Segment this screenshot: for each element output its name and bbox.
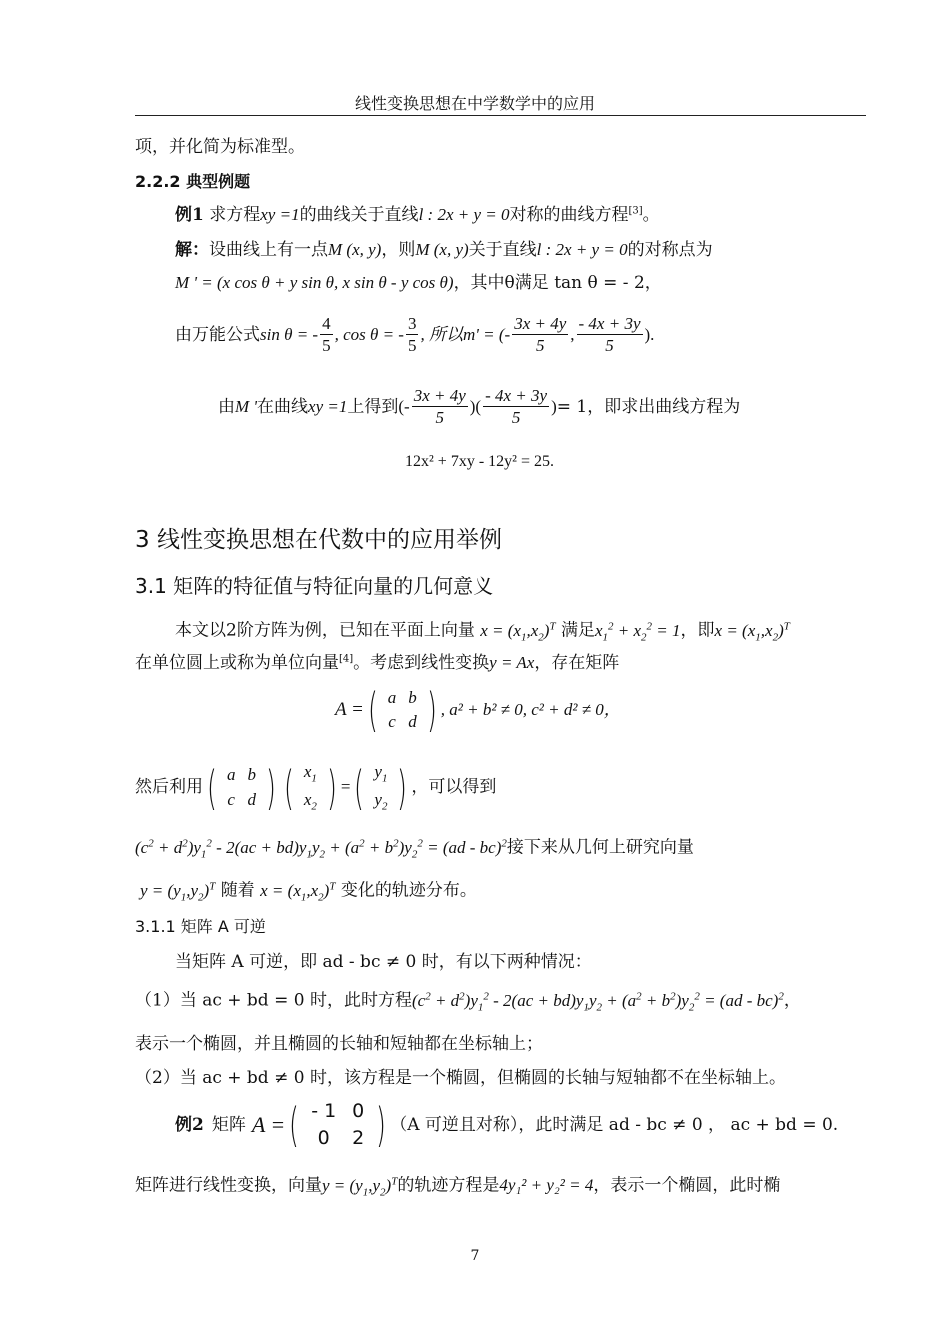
- text: ，其中θ满足 tan θ = - 2，: [453, 273, 662, 293]
- paragraph-line: [140, 880, 477, 904]
- case-1-line: [135, 990, 801, 1014]
- text: = 1，即求出曲线方程为: [556, 396, 741, 417]
- running-header: 线性变换思想在中学数学中的应用: [354, 94, 595, 113]
- page-number: 7: [470, 1248, 480, 1264]
- equation: $x_1^2 + x_2^2 = 1$: [594, 620, 681, 644]
- text: 。: [642, 205, 660, 225]
- text: ，可以得到: [411, 777, 497, 798]
- equation: M (x, y): [328, 240, 382, 259]
- text: ，存在矩阵: [534, 653, 620, 673]
- text: 变化的轨迹分布。: [340, 880, 477, 901]
- equation: 4y₁² + y₂² = 4: [499, 1175, 594, 1195]
- example-label: 例2: [175, 1114, 204, 1135]
- equation: M ' = (x cos θ + y sin θ, x sin θ - y cos θ): [175, 273, 454, 292]
- text: 随着: [220, 880, 255, 901]
- text: 的对称点为: [627, 240, 713, 260]
- matrix-equation: A = ( a b c d ) , a² + b² ≠ 0, c² + d² ≠ 0，: [335, 683, 621, 738]
- citation: [3]: [628, 205, 643, 217]
- text: 接下来从几何上研究向量: [506, 837, 694, 858]
- header-rule: [135, 115, 866, 116]
- text: ，即: [680, 620, 715, 641]
- fraction: $\frac{3}{5}$: [407, 314, 417, 356]
- text: 。考虑到线性变换: [353, 653, 490, 673]
- equation: $x = (x_1,x_2)^T$: [260, 880, 336, 904]
- solution-label: 解：: [175, 240, 209, 260]
- text: （A 可逆且对称），此时满足 ad - bc ≠ 0 ， ac + bd = 0.: [390, 1114, 839, 1135]
- subsubsection-heading: 3.1.1 矩阵 A 可逆: [135, 917, 266, 936]
- text: 在曲线: [257, 396, 309, 417]
- text: （1）当 ac + bd = 0 时，此时方程: [135, 990, 412, 1011]
- fraction: $\frac{- 4x + 3y}{5}$: [578, 314, 641, 356]
- case-2-line: （2）当 ac + bd ≠ 0 时，该方程是一个椭圆，但椭圆的长轴与短轴都不在坐标轴上。: [135, 1068, 786, 1088]
- paragraph-line: [135, 1175, 780, 1199]
- equation: $(c^2 + d^2)y_1^2 - 2(ac + bd)y_1y_2 + (a^2 + b^2)y_2^2 = (ad - bc)^2$: [135, 837, 507, 861]
- paragraph-line: [135, 653, 619, 673]
- example-1-line: [175, 205, 660, 225]
- text: 上得到: [347, 396, 399, 417]
- equation: l : 2x + y = 0: [418, 205, 510, 224]
- matrix: ( a b c d ): [367, 683, 437, 738]
- text: 满足: [560, 620, 595, 641]
- product-line: 然后利用 ( a b c d ) ( $x_1$ $x_2$ ) = ( $y_1$ $y_2$ ) ，可以得到: [135, 760, 497, 815]
- text-line: 项，并化简为标准型。: [135, 137, 305, 157]
- equation: xy =1: [308, 396, 348, 416]
- text: 对称的曲线方程: [509, 205, 629, 225]
- text: 由: [218, 396, 235, 417]
- ellipse-equation-line: [135, 837, 694, 861]
- text: 求方程: [209, 205, 261, 225]
- condition: , a² + b² ≠ 0, c² + d² ≠ 0，: [440, 700, 621, 720]
- example-label: 例1: [175, 205, 204, 225]
- example-2-line: 例2 矩阵 A = ( - 1 0 0 2 ) （A 可逆且对称），此时满足 ad - bc ≠ 0 ， ac + bd = 0.: [175, 1097, 839, 1152]
- text: 设曲线上有一点: [209, 240, 328, 260]
- equation: , 所以m' = (-: [420, 324, 511, 344]
- vector: ( $y_1$ $y_2$ ): [354, 760, 408, 815]
- fraction: $\frac{4}{5}$: [322, 314, 331, 356]
- equation: M (x, y): [415, 240, 469, 259]
- equation: $y = (y_1,y_2)^T$: [322, 1175, 398, 1199]
- text: ，: [783, 990, 801, 1011]
- text: 由万能公式: [175, 324, 260, 345]
- fraction: $\frac{3x + 4y}{5}$: [514, 314, 567, 356]
- equation: $(c^2 + d^2)y_1^2 - 2(ac + bd)y_1y_2 + (a^2 + b^2)y_2^2 = (ad - bc)^2$: [411, 990, 784, 1014]
- text: ).: [644, 324, 655, 344]
- equation: $x = (x_1,x_2)^T$: [480, 620, 556, 644]
- equation: $y = (y_1,y_2)^T$: [140, 880, 216, 904]
- text: 然后利用: [135, 777, 203, 798]
- equation: sin θ = -: [260, 324, 319, 344]
- formula-line: 由万能公式 sin θ = - $\frac{4}{5}$ , cos θ = - $\frac{3}{5}$ , 所以m' = (- $\frac{3x + 4y}{5}$ , $\frac{- 4x + 3y}{5}$ ).: [175, 314, 655, 356]
- text: ，则: [381, 240, 416, 260]
- equation: $x = (x_1,x_2)^T$: [714, 620, 790, 644]
- vector: ( $x_1$ $x_2$ ): [283, 760, 337, 815]
- subsection-heading: 3.1 矩阵的特征值与特征向量的几何意义: [135, 574, 494, 598]
- citation: [4]: [339, 653, 354, 665]
- equation: M ': [235, 396, 258, 416]
- text: 在单位圆上或称为单位向量: [135, 653, 339, 673]
- text: 的曲线关于直线: [299, 205, 419, 225]
- equation: y = Ax: [489, 653, 535, 672]
- equation: xy =1: [260, 205, 300, 224]
- matrix: ( - 1 0 0 2 ): [289, 1097, 387, 1152]
- paragraph-line: 表示一个椭圆，并且椭圆的长轴和短轴都在坐标轴上；: [135, 1034, 543, 1054]
- substitute-line: 由 M ' 在曲线 xy =1 上得到 (- $\frac{3x + 4y}{5}$ )( $\frac{- 4x + 3y}{5}$ ) = 1，即求出曲线方程为: [218, 386, 741, 428]
- paragraph-line: 当矩阵 A 可逆，即 ad - bc ≠ 0 时，有以下两种情况：: [175, 952, 592, 972]
- final-equation: 12x² + 7xy - 12y² = 25.: [405, 453, 554, 470]
- mprime-line: [175, 273, 662, 293]
- text: ，表示一个椭圆，此时椭: [593, 1175, 781, 1196]
- subsection-heading: 2.2.2 典型例题: [135, 172, 251, 191]
- text: 矩阵: [211, 1114, 246, 1135]
- section-heading: 3 线性变换思想在代数中的应用举例: [135, 527, 502, 553]
- text: 关于直线: [468, 240, 537, 260]
- fraction: $\frac{3x + 4y}{5}$: [413, 386, 466, 428]
- matrix: ( a b c d ): [207, 760, 276, 815]
- equation: l : 2x + y = 0: [536, 240, 628, 259]
- solution-line: [175, 240, 713, 260]
- text: 的轨迹方程是: [397, 1175, 500, 1196]
- equation: , cos θ = -: [334, 324, 404, 344]
- fraction: $\frac{- 4x + 3y}{5}$: [485, 386, 548, 428]
- paragraph-line: [175, 620, 790, 644]
- text: 本文以2阶方阵为例，已知在平面上向量: [175, 620, 475, 641]
- text: 矩阵进行线性变换，向量: [135, 1175, 322, 1196]
